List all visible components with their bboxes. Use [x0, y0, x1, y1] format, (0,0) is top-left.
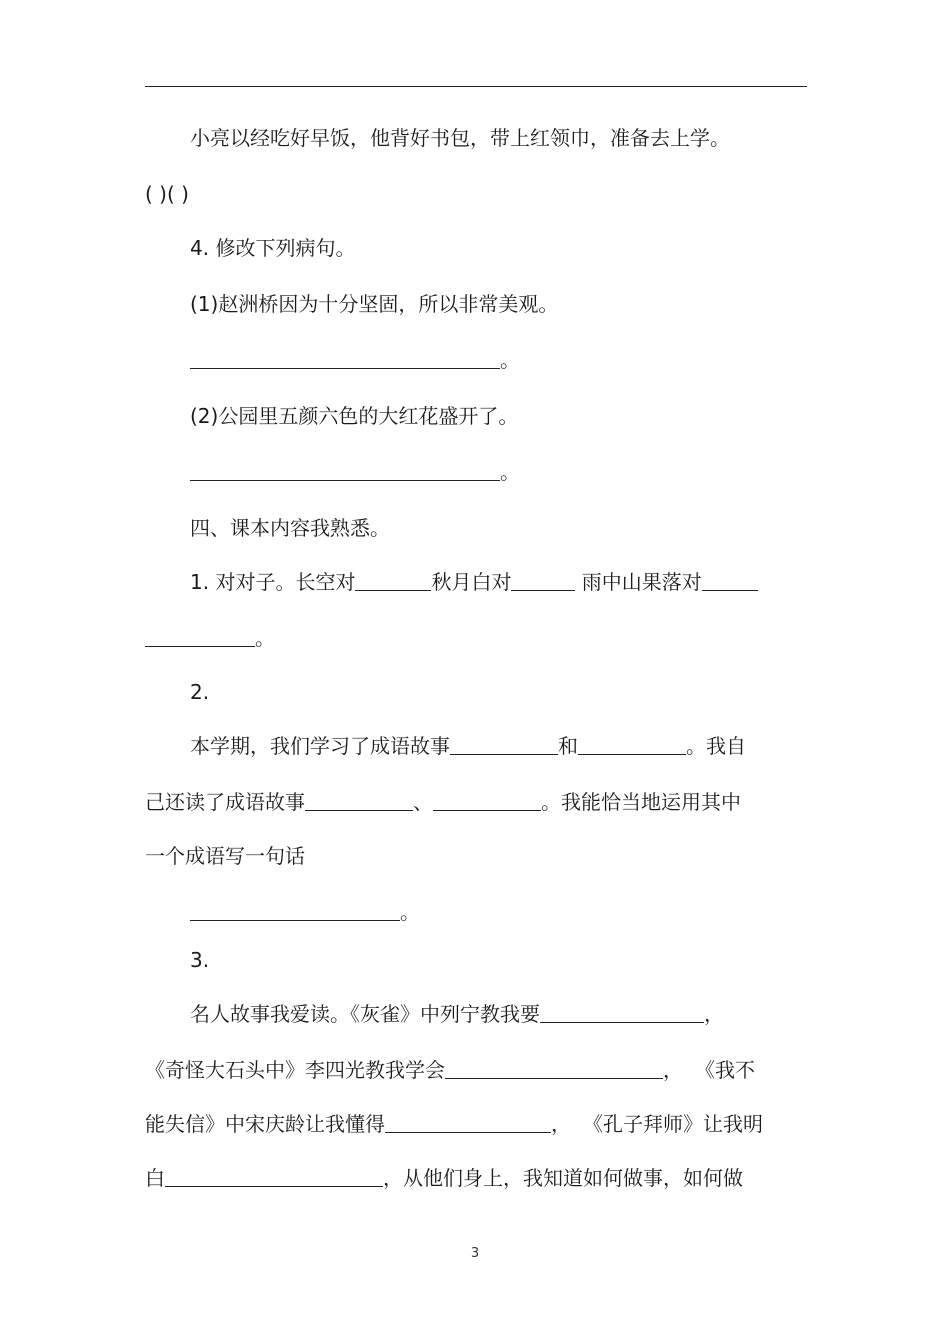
text: 能失信》中宋庆龄让我懂得 [145, 1112, 385, 1136]
answer-blank[interactable] [450, 734, 558, 755]
comma: ， [663, 1058, 683, 1082]
text: 白 [145, 1166, 165, 1190]
text: 四、课本内容我熟悉。 [190, 516, 390, 540]
answer-parens [145, 180, 189, 208]
answer-blank[interactable] [511, 570, 575, 591]
question-4-1 [190, 290, 558, 318]
text: 《我不 [695, 1058, 755, 1082]
text: 。我能恰当地运用其中 [541, 790, 741, 814]
text: 秋月白对 [431, 570, 512, 594]
question-3-line-3 [145, 1110, 763, 1138]
section-4-heading [190, 514, 390, 542]
text: 本学期，我们学习了成语故事 [190, 734, 450, 758]
question-2-line-2 [145, 788, 741, 816]
text: 己还读了成语故事 [145, 790, 305, 814]
question-2-line-1 [190, 732, 746, 760]
answer-blank[interactable] [355, 570, 431, 591]
answer-blank[interactable] [433, 790, 541, 811]
answer-blank[interactable] [190, 348, 500, 369]
question-2-number [190, 678, 209, 706]
answer-line-4-1 [190, 346, 520, 374]
answer-blank[interactable] [702, 570, 758, 591]
answer-blank[interactable] [165, 1166, 383, 1187]
text: (2)公园里五颜六色的大红花盛开了。 [190, 404, 519, 428]
period: 。 [500, 460, 520, 484]
question-3-number [190, 946, 209, 974]
text: 一个成语写一句话 [145, 844, 305, 868]
text: (1)赵洲桥因为十分坚固，所以非常美观。 [190, 292, 559, 316]
text: 1. 对对子。长空对 [190, 570, 356, 594]
question-3-line-1 [190, 1000, 724, 1028]
question-3-line-2 [145, 1056, 755, 1084]
comma: ， [704, 1002, 724, 1026]
text: ( )( ) [145, 182, 189, 206]
text: 小亮以经吃好早饭，他背好书包，带上红领巾，准备去上学。 [190, 126, 730, 150]
text: 《奇怪大石头中》李四光教我学会 [145, 1058, 445, 1082]
text: 、 [413, 790, 433, 814]
question-1-couplets [190, 568, 758, 596]
question-4-title [190, 234, 355, 262]
answer-blank[interactable] [190, 460, 500, 481]
period: 。 [400, 900, 420, 924]
text: 3. [190, 948, 210, 972]
answer-blank[interactable] [445, 1058, 663, 1079]
question-1-continuation [145, 624, 275, 652]
text: 《孔子拜师》让我明 [583, 1112, 763, 1136]
text: ，从他们身上，我知道如何做事，如何做 [383, 1166, 743, 1190]
question-2-line-3 [145, 842, 305, 870]
text: 。我自 [686, 734, 746, 758]
question-3-line-4 [145, 1164, 743, 1192]
answer-blank[interactable] [190, 900, 400, 921]
sentence-xiaoliang [190, 124, 730, 152]
question-2-answer-line [190, 898, 420, 926]
header-rule [145, 86, 807, 87]
answer-blank[interactable] [578, 734, 686, 755]
answer-blank[interactable] [145, 626, 255, 647]
text: 2. [190, 680, 210, 704]
text: 和 [558, 734, 578, 758]
question-4-2 [190, 402, 518, 430]
answer-blank[interactable] [385, 1112, 551, 1133]
answer-blank[interactable] [540, 1002, 704, 1023]
comma: ， [551, 1112, 571, 1136]
period: 。 [255, 626, 275, 650]
period: 。 [500, 348, 520, 372]
answer-blank[interactable] [305, 790, 413, 811]
page-number: 3 [470, 1246, 480, 1261]
text: 4. 修改下列病句。 [190, 236, 356, 260]
answer-line-4-2 [190, 458, 520, 486]
text: 名人故事我爱读。《灰雀》中列宁教我要 [190, 1002, 540, 1026]
text: 雨中山果落对 [575, 570, 702, 594]
